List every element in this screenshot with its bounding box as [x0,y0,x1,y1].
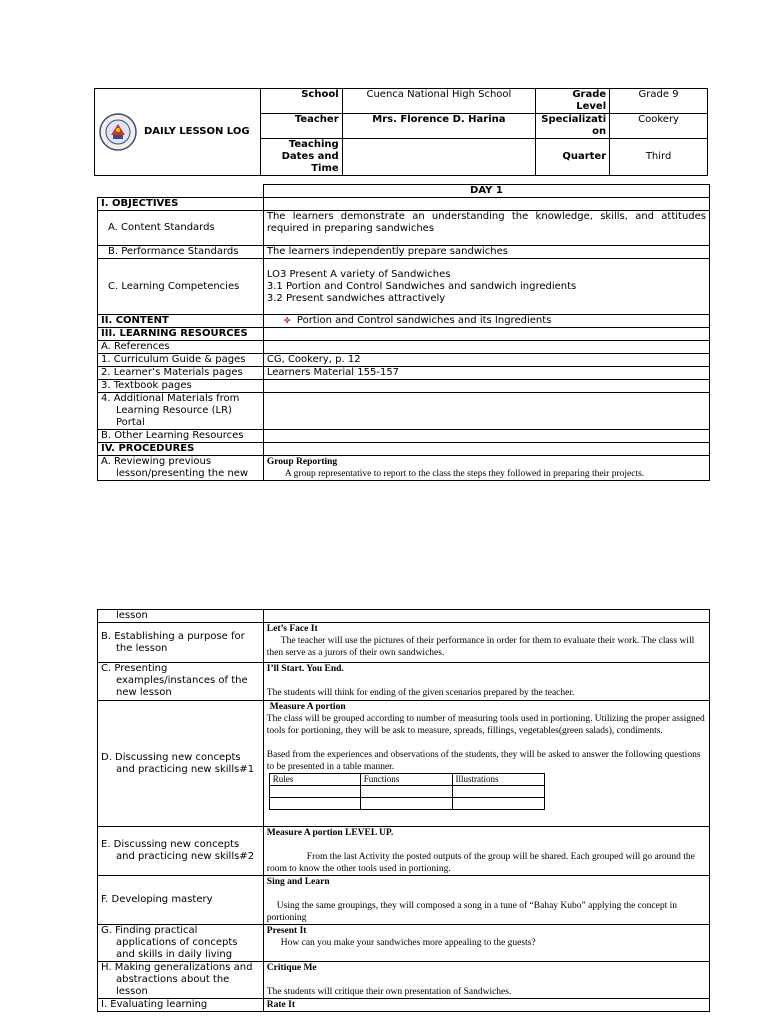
rules-header: Rules [269,774,360,786]
rules-functions-table [269,773,545,810]
specialization-value: Cookery [610,114,708,139]
content-standards-label: A. Content Standards [98,211,264,246]
performance-standards-value: The learners independently prepare sandwiches [263,246,709,259]
day-heading: DAY 1 [263,185,709,198]
references-label: A. References [98,341,264,354]
teacher-value: Mrs. Florence D. Harina [342,114,536,139]
lesson-log-table [97,184,710,481]
curriculum-guide-value: CG, Cookery, p. 12 [263,354,709,367]
teaching-dates-value [342,139,536,176]
content-standards-value: The learners demonstrate an understanding the knowledge, skills, and attitudes required in preparing sandwiches [263,211,709,246]
other-resources-label: B. Other Learning Resources [98,430,264,443]
procedures-heading: IV. PROCEDURES [98,443,264,456]
quarter-label: Quarter [536,139,610,176]
reviewing-label: A. Reviewing previous lesson/presenting the new [98,456,264,481]
content-heading: II. CONTENT [98,315,264,328]
grade-label: Grade Level [536,89,610,114]
generalizations-label: H. Making generalizations and abstractions about the lesson [98,962,264,999]
specialization-label: Specializati on [536,114,610,139]
quarter-value: Third [610,139,708,176]
school-value: Cuenca National High School [342,89,536,114]
presenting-examples-label: C. Presenting examples/instances of the new lesson [98,663,264,701]
deped-seal-icon [98,112,138,152]
content-value: ✤ Portion and Control sandwiches and its Ingredients [263,315,709,328]
learning-resources-heading: III. LEARNING RESOURCES [98,328,264,341]
discussing-concepts-1-value: Measure A portion The class will be grouped according to number of measuring tools used in portioning. Utilizing the proper assigned tools for portioning, they will be ask to measure, spreads, fillings, vegetables(green salads), condiments. Based from the experiences and observations of the students, they will be asked to answer the following questions to be presented in a table manner. Rules Functions Illustrations [263,701,709,827]
reviewing-value: Group Reporting A group representative to report to the class the steps they followed in preparing their projects. [263,456,709,481]
logo-cell [95,89,261,176]
discussing-concepts-2-value: Measure A portion LEVEL UP. From the last Activity the posted outputs of the group will be shared. Each grouped will go around the room to know the other tools used in portioning. [263,827,709,876]
teacher-label: Teacher [260,114,342,139]
discussing-concepts-1-label: D. Discussing new concepts and practicing new skills#1 [98,701,264,827]
school-label: School [260,89,342,114]
evaluating-learning-label: I. Evaluating learning [98,999,264,1012]
objectives-heading: I. OBJECTIVES [98,198,264,211]
illustrations-header: Illustrations [452,774,544,786]
log-title: DAILY LESSON LOG [144,126,250,137]
curriculum-guide-label: 1. Curriculum Guide & pages [98,354,264,367]
grade-value: Grade 9 [610,89,708,114]
lesson-continued-label: lesson [98,610,264,623]
functions-header: Functions [360,774,452,786]
additional-materials-label: 4. Additional Materials from Learning Resource (LR) Portal [98,393,264,430]
developing-mastery-value: Sing and Learn Using the same groupings, they will composed a song in a tune of “Bahay Kubo” applying the concept in portioning [263,876,709,925]
bullet-arrow-icon: ✤ [283,316,291,325]
learning-competencies-label: C. Learning Competencies [98,259,264,315]
presenting-examples-value: I’ll Start. You End. The students will think for ending of the given scenarios prepared by the teacher. [263,663,709,701]
learning-competencies-value: LO3 Present A variety of Sandwiches 3.1 Portion and Control Sandwiches and sandwich ingredients 3.2 Present sandwiches attractively [263,259,709,315]
establishing-purpose-value: Let’s Face It The teacher will use the pictures of their performance in order for them to evaluate their work. The class will then serve as a jurors of their own sandwiches. [263,623,709,663]
teaching-dates-label: Teaching Dates and Time [260,139,342,176]
procedures-table [97,609,710,1012]
developing-mastery-label: F. Developing mastery [98,876,264,925]
textbook-label: 3. Textbook pages [98,380,264,393]
finding-applications-label: G. Finding practical applications of concepts and skills in daily living [98,925,264,962]
finding-applications-value: Present It How can you make your sandwiches more appealing to the guests? [263,925,709,962]
learners-materials-value: Learners Material 155-157 [263,367,709,380]
generalizations-value: Critique Me The students will critique their own presentation of Sandwiches. [263,962,709,999]
establishing-purpose-label: B. Establishing a purpose for the lesson [98,623,264,663]
discussing-concepts-2-label: E. Discussing new concepts and practicing new skills#2 [98,827,264,876]
learners-materials-label: 2. Learner’s Materials pages [98,367,264,380]
performance-standards-label: B. Performance Standards [98,246,264,259]
header-table [94,88,708,176]
evaluating-learning-value: Rate It [263,999,709,1012]
